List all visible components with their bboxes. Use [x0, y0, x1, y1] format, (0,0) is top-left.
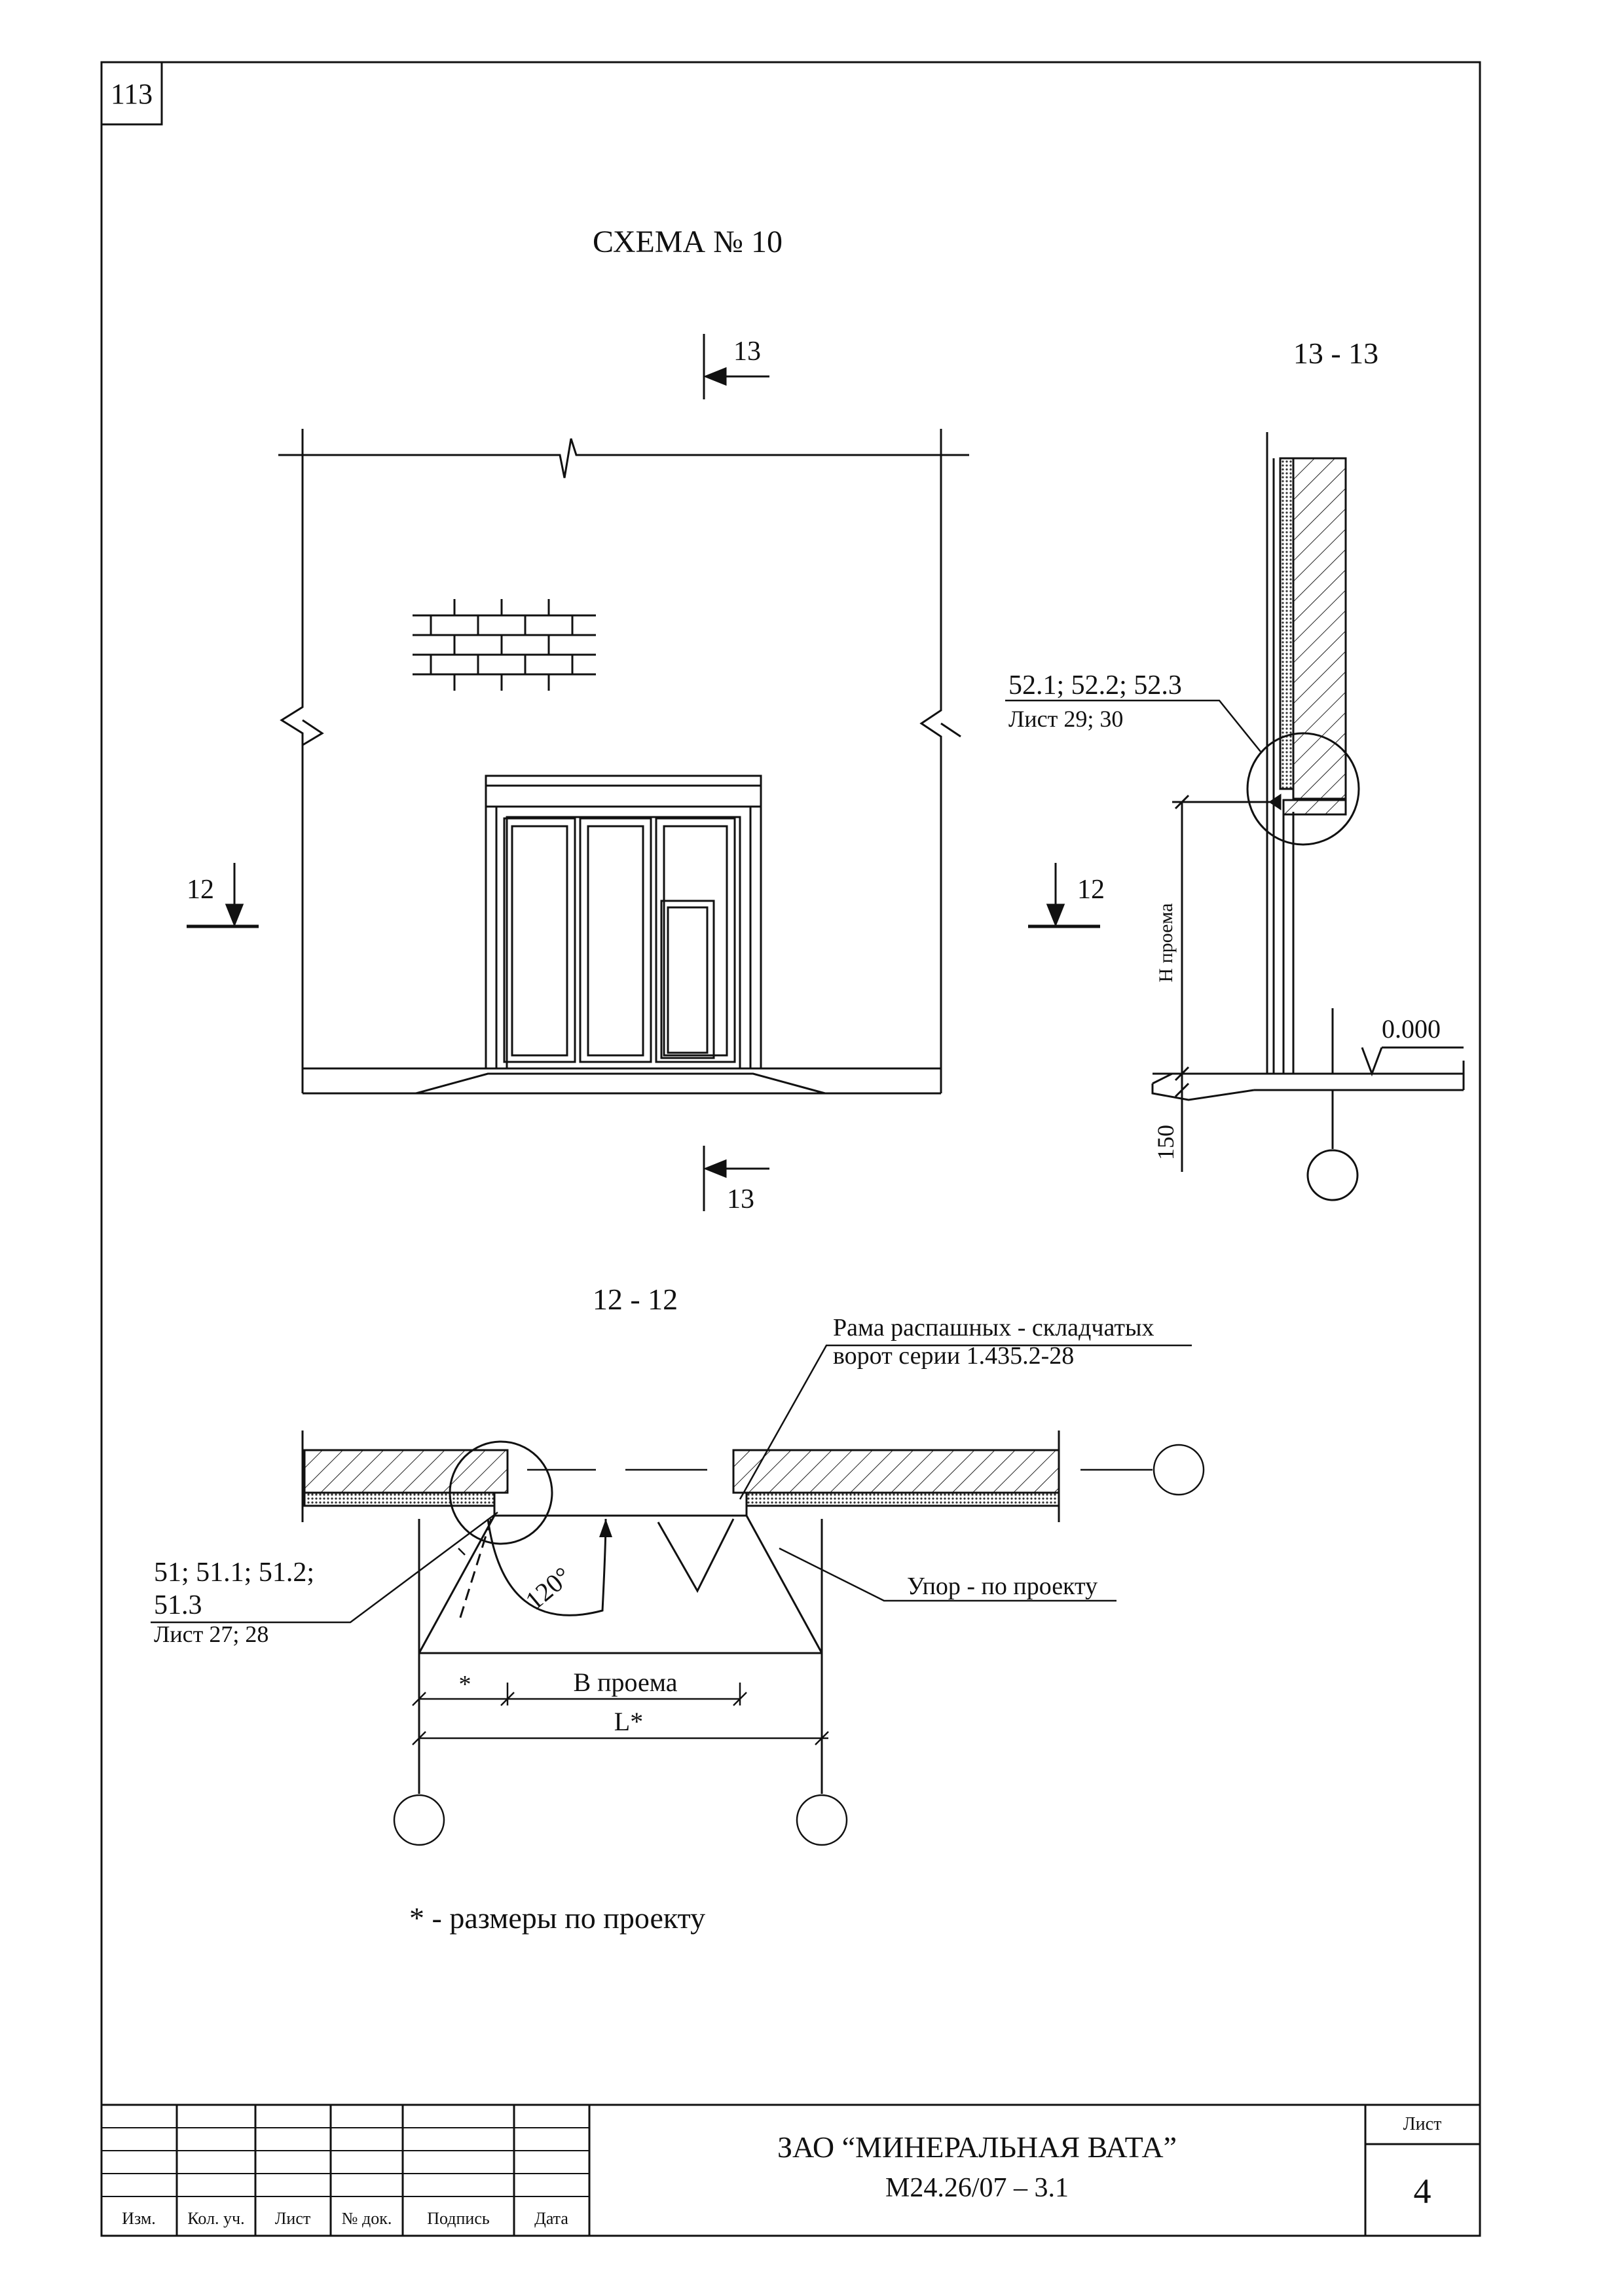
tb-col-data: Дата: [534, 2209, 568, 2228]
section-mark-12-left-label: 12: [187, 875, 214, 905]
angle-label: 120°: [519, 1561, 577, 1616]
section-12-walls: [303, 1430, 1059, 1522]
schema-title: СХЕМА № 10: [593, 225, 783, 259]
section-13-floor: [1153, 795, 1464, 1200]
corner-number-box: [101, 62, 162, 124]
footnote: * - размеры по проекту: [409, 1901, 706, 1935]
section-mark-13-top-label: 13: [733, 337, 761, 367]
frame-note-line1: Рама распашных - складчатых: [833, 1314, 1154, 1341]
tb-company: ЗАО “МИНЕРАЛЬНАЯ ВАТА”: [777, 2130, 1177, 2164]
frame-note-line2: ворот серии 1.435.2-28: [833, 1342, 1075, 1370]
sheet-frame: [101, 62, 1480, 2236]
tb-col-podpis: Подпись: [427, 2209, 490, 2228]
dimension-b-opening: B проема: [573, 1667, 678, 1697]
section-13-wall: [1247, 432, 1359, 1074]
section-12-title: 12 - 12: [592, 1283, 678, 1316]
section-mark-13-bottom-label: 13: [727, 1184, 754, 1214]
brick-pattern-icon: [413, 599, 596, 691]
callout-51-line2: 51.3: [154, 1590, 202, 1620]
callout-51-sheets: Лист 27; 28: [154, 1621, 269, 1647]
callout-51-line1: 51; 51.1; 51.2;: [154, 1558, 315, 1588]
tb-col-kol-uch: Кол. уч.: [187, 2209, 245, 2228]
dimension-150: 150: [1153, 1125, 1179, 1160]
facade-elevation: [278, 429, 969, 1093]
tb-col-list: Лист: [274, 2209, 311, 2228]
tb-sheet-number: 4: [1413, 2172, 1431, 2211]
dimension-l-total: L*: [614, 1707, 644, 1736]
section-mark-12-right-label: 12: [1077, 875, 1105, 905]
tb-doc-code: М24.26/07 – 3.1: [885, 2173, 1069, 2203]
angle-arrow-icon: [599, 1519, 612, 1537]
dimension-h-opening: H проема: [1155, 903, 1177, 983]
tb-col-doc: № док.: [341, 2209, 392, 2228]
tb-col-izm: Изм.: [122, 2209, 156, 2228]
stop-note: Упор - по проекту: [907, 1573, 1098, 1600]
callout-52-sheets: Лист 29; 30: [1008, 706, 1124, 732]
callout-52-numbers: 52.1; 52.2; 52.3: [1008, 670, 1182, 701]
tb-sheet-label: Лист: [1403, 2114, 1442, 2134]
section-13-title: 13 - 13: [1293, 337, 1379, 370]
level-mark-label: 0.000: [1382, 1014, 1441, 1044]
dimension-star: *: [458, 1671, 471, 1698]
corner-number: 113: [110, 78, 153, 110]
